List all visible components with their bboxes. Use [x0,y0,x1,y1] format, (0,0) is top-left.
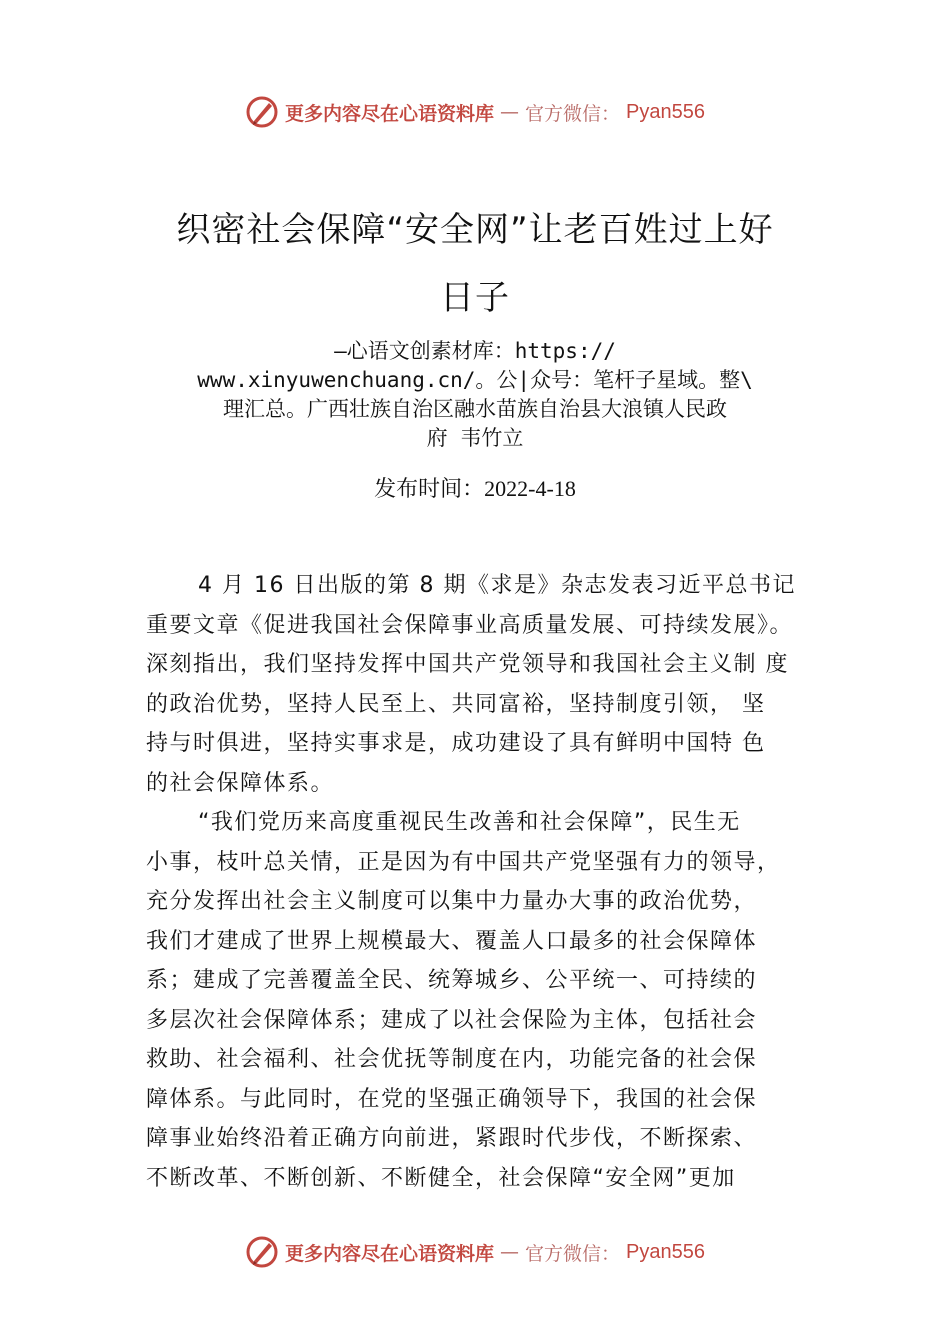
document-title-line-1: 织密社会保障“安全网”让老百姓过上好 [176,210,774,250]
pen-logo-icon [245,1235,279,1269]
publish-date-value: 2022-4-18 [484,476,576,501]
banner-dash: — [500,1241,520,1263]
body-line: 救助、社会福利、社会优抚等制度在内，功能完备的社会保 [146,1047,758,1072]
source-line: —心语文创素材库：https:// [334,339,616,363]
banner-brand: 更多内容尽在心语资料库 [285,102,495,125]
body-line: 充分发挥出社会主义制度可以集中力量办大事的政治优势， [146,889,758,914]
banner-wechat-label: 官方微信： [525,102,621,125]
body-line: 持与时俱进，坚持实事求是，成功建设了具有鲜明中国特 色 [146,731,766,756]
article-body [146,566,836,1198]
header-banner [0,92,950,132]
footer-banner [0,1232,950,1272]
body-line: 不断改革、不断创新、不断健全，社会保障“安全网”更加 [146,1165,736,1191]
source-attribution [140,337,810,453]
body-line: 4 月 16 日出版的第 8 期《求是》杂志发表习近平总书记 [198,573,796,598]
body-line: 障事业始终沿着正确方向前进，紧跟时代步伐，不断探索、 [146,1126,758,1151]
banner-dash: — [500,101,520,123]
publish-date-label: 发布时间： [374,477,485,502]
banner-brand: 更多内容尽在心语资料库 [285,1242,495,1265]
source-line: www.xinyuwenchuang.cn/。公|众号：笔杆子星域。整\ [197,368,753,392]
source-line: 理汇总。广西壮族自治区融水苗族自治县大浪镇人民政 [223,397,727,421]
body-line: 的政治优势，坚持人民至上、共同富裕，坚持制度引领， 坚 [146,691,766,717]
source-line: 府 韦竹立 [426,426,524,450]
body-line: 深刻指出，我们坚持发挥中国共产党领导和我国社会主义制 度 [146,652,789,677]
body-line: 小事，枝叶总关情，正是因为有中国共产党坚强有力的领导， [146,849,781,875]
body-line: 重要文章《促进我国社会保障事业高质量发展、可持续发展》。 [146,612,794,638]
body-line: 的社会保障体系。 [146,770,335,796]
publish-date [0,472,950,503]
body-line: “我们党历来高度重视民生改善和社会保障”，民生无 [198,810,741,835]
body-line: 障体系。与此同时，在党的坚强正确领导下，我国的社会保 [146,1086,758,1112]
body-line: 多层次社会保障体系；建成了以社会保险为主体，包括社会 [146,1007,758,1033]
banner-wechat-label: 官方微信： [525,1242,621,1265]
body-line: 我们才建成了世界上规模最大、覆盖人口最多的社会保障体 [146,928,758,954]
banner-wechat-id: Pyan556 [626,100,705,123]
pen-logo-icon [245,95,279,129]
banner-wechat-id: Pyan556 [626,1240,705,1263]
document-title-line-2: 日子 [440,278,510,318]
body-line: 系；建成了完善覆盖全民、统筹城乡、公平统一、可持续的 [146,968,758,993]
